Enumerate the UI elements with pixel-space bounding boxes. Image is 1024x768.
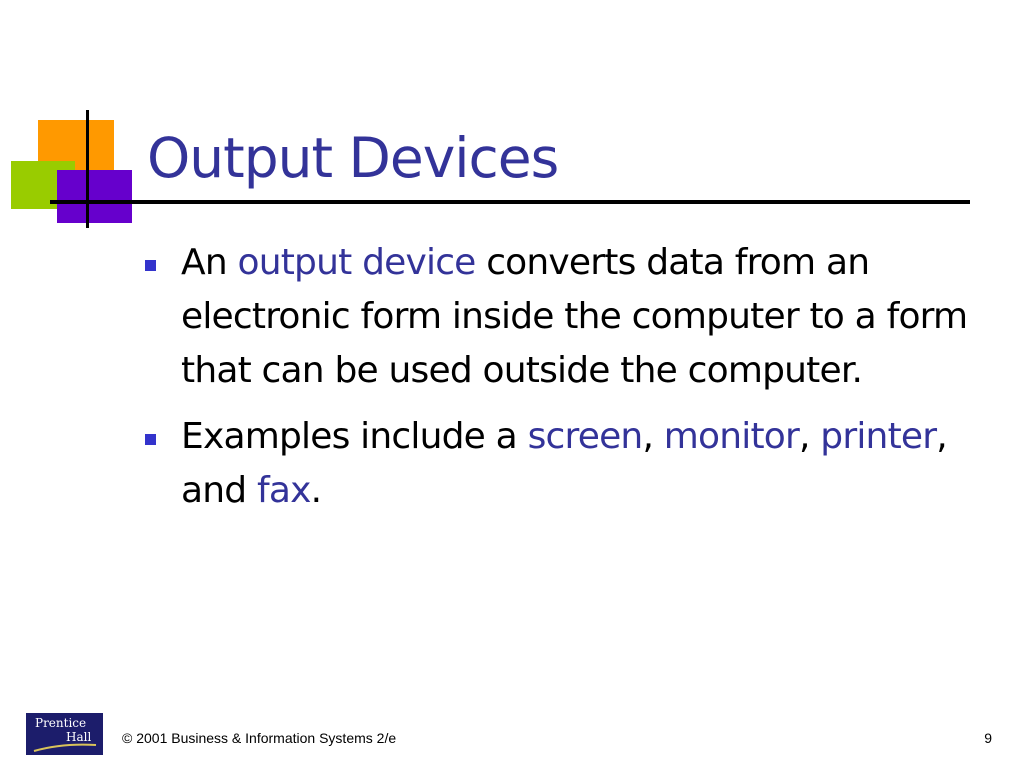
highlight-term: fax bbox=[256, 470, 311, 511]
bullet-square-icon bbox=[145, 260, 156, 271]
highlight-term: output device bbox=[237, 242, 476, 283]
logo-text-hall: Hall bbox=[66, 730, 92, 744]
title-underline bbox=[50, 200, 970, 204]
bullet-list bbox=[145, 236, 1015, 530]
text-segment: , and bbox=[181, 416, 947, 511]
text-segment: Examples include a bbox=[181, 416, 528, 457]
publisher-logo bbox=[26, 713, 103, 755]
highlight-term: printer bbox=[820, 416, 937, 457]
page-number: 9 bbox=[984, 730, 992, 746]
vertical-rule bbox=[86, 110, 89, 228]
bullet-text bbox=[181, 242, 967, 391]
slide-title: Output Devices bbox=[147, 126, 559, 190]
logo-swoosh-icon bbox=[32, 741, 98, 753]
footer-copyright: © 2001 Business & Information Systems 2/e bbox=[122, 730, 397, 746]
logo-text-prentice: Prentice bbox=[35, 716, 87, 730]
bullet-square-icon bbox=[145, 434, 156, 445]
bullet-text bbox=[181, 416, 947, 511]
highlight-term: screen bbox=[527, 416, 643, 457]
text-segment: , bbox=[642, 416, 664, 457]
text-segment: . bbox=[310, 470, 322, 511]
text-segment: An bbox=[181, 242, 238, 283]
purple-square-decoration bbox=[57, 170, 132, 223]
bullet-item bbox=[145, 236, 1015, 398]
bullet-item bbox=[145, 410, 1015, 518]
text-segment: , bbox=[799, 416, 821, 457]
highlight-term: monitor bbox=[663, 416, 799, 457]
text-segment: converts data from an electronic form inside the computer to a form that can be used outside the computer. bbox=[181, 242, 968, 391]
